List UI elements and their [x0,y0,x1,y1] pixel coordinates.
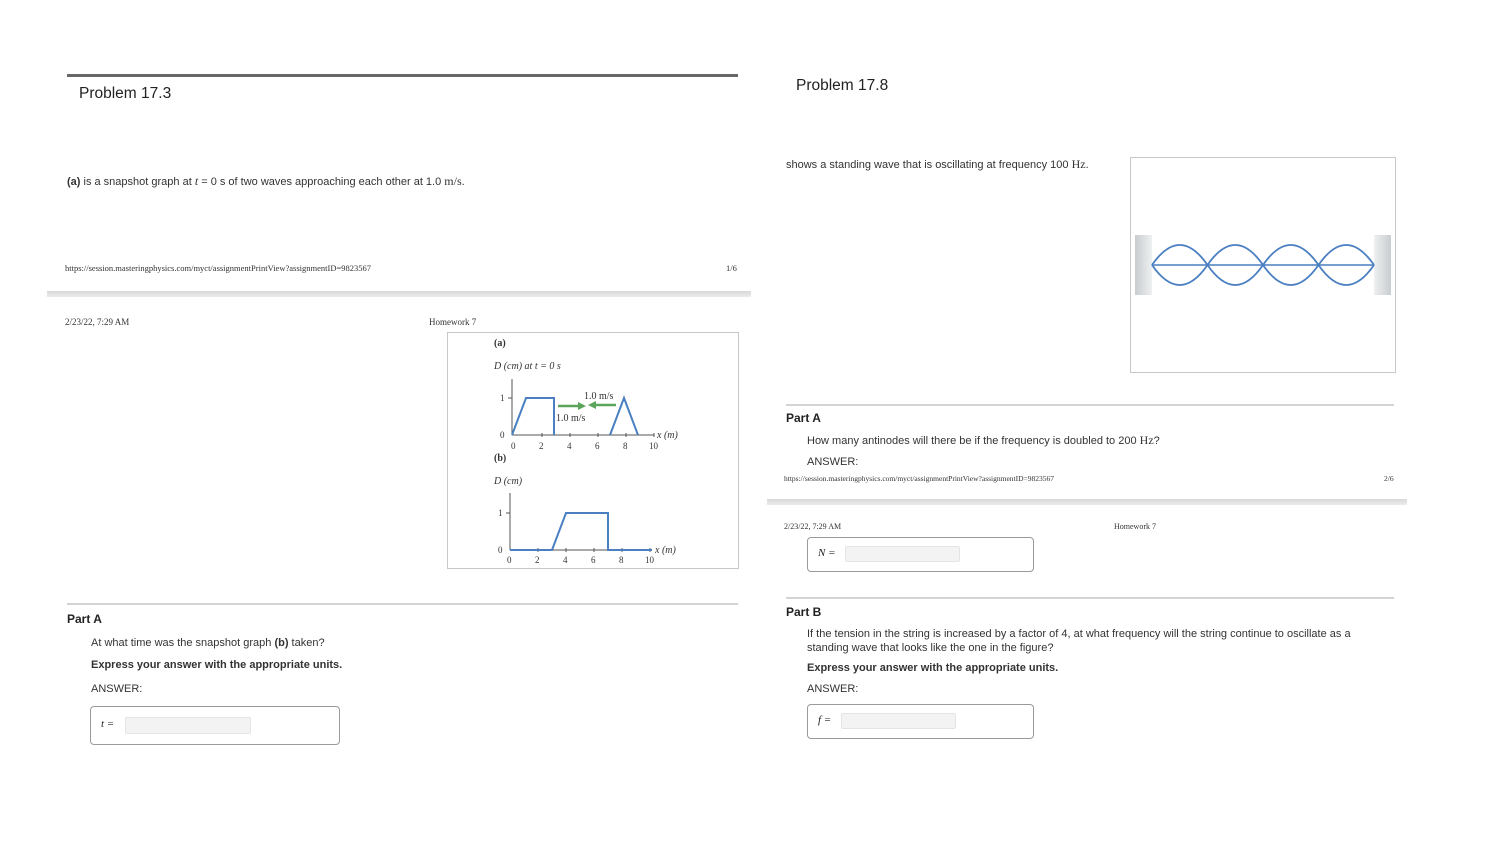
footer-url-2: https://session.masteringphysics.com/myct/assignmentPrintView?assignmentID=9823567 [784,474,1055,483]
panel-a-xtick-0: 0 [511,441,516,451]
title-rule [67,74,738,77]
part-a-label-2: Part A [786,411,821,425]
panel-b-ytick-label-0: 0 [498,545,503,555]
part-a-question [91,637,325,651]
part-b-answer-label: ANSWER: [807,683,859,695]
part-a-answer-box-2 [807,537,1034,572]
header-date: 2/23/22, 7:29 AM [65,317,130,327]
part-a-answer-box [90,706,340,745]
panel-a-xtick-4: 4 [567,441,572,451]
left-arrowhead [588,401,596,409]
panel-b-xlabel: x (m) [655,545,676,556]
intro-period-2: . [1085,159,1089,171]
panel-b-ylabel: D (cm) [494,476,523,487]
intro-variable: t [194,174,199,188]
answer-variable-f: f = [818,714,832,726]
frequency-answer-input[interactable] [841,713,956,729]
page-break [47,291,751,297]
header-title-2: Homework 7 [1114,522,1156,531]
footer-page-number: 1/6 [726,263,737,273]
panel-b-xtick-2: 2 [535,555,540,565]
left-clamp [1135,235,1152,295]
page-break-2 [767,499,1407,505]
footer-url: https://session.masteringphysics.com/myct/assignmentPrintView?assignmentID=9823567 [65,263,372,273]
answer-variable-n: N = [818,547,836,559]
time-answer-input[interactable] [125,717,251,734]
panel-b-ytick-label-1: 1 [498,508,503,518]
part-a-answer-label-2: ANSWER: [807,456,859,468]
panel-b-xtick-10: 10 [645,555,654,565]
antinode-question-end: ? [1153,435,1160,447]
part-a-question-figure: (b) [274,637,289,649]
part-b-answer-box [807,704,1034,739]
trapezoid-wave-a [512,398,554,435]
combined-wave-b [510,513,652,550]
intro-text-2: = 0 s of two waves approaching each other at 1.0 [198,176,445,188]
intro-text: is a snapshot graph at [80,176,195,188]
footer-page-number-2: 2/6 [1384,474,1394,483]
standing-wave-lower [1152,265,1374,285]
part-a-answer-label: ANSWER: [91,683,143,695]
header-title: Homework 7 [429,317,477,327]
intro-figure-label: (a) [67,176,81,188]
speed-label-left: 1.0 m/s [556,413,586,424]
intro-unit: m/s [444,174,462,188]
panel-a-xtick-10: 10 [649,441,658,451]
panel-a-ytick-label-1: 1 [500,393,505,403]
panel-a-xtick-6: 6 [595,441,600,451]
intro-unit-hz: Hz [1071,157,1086,171]
right-clamp [1374,235,1391,295]
right-arrowhead [578,402,586,410]
part-b-rule [786,597,1394,599]
header-date-2: 2/23/22, 7:29 AM [784,522,842,531]
panel-a-label: (a) [494,338,506,349]
panel-b-xtick-4: 4 [563,555,568,565]
panel-a-xtick-8: 8 [623,441,628,451]
panel-b-label: (b) [494,453,507,464]
problem-title-2: Problem 17.8 [796,77,889,94]
problem-title: Problem 17.3 [79,85,172,102]
part-a-rule [67,603,738,605]
standing-wave-figure [1130,157,1396,373]
problem-intro [67,174,465,189]
panel-a-ylabel: D (cm) at t = 0 s [494,361,561,372]
speed-label-right: 1.0 m/s [584,391,614,402]
standing-wave-svg [1131,158,1395,372]
triangle-wave-a [610,398,638,435]
panel-b-xtick-8: 8 [619,555,624,565]
part-b-label: Part B [786,605,822,619]
standing-wave-upper [1152,245,1374,265]
antinode-question-text: How many antinodes will there be if the frequency is doubled to 200 [807,435,1140,447]
panel-a-xtick-2: 2 [539,441,544,451]
panel-a-ytick-label-0: 0 [500,430,505,440]
intro-period: . [461,176,465,188]
part-a-rule-2 [786,404,1394,406]
intro-text-3: shows a standing wave that is oscillating at frequency 100 [786,159,1072,171]
snapshot-graph-figure [447,332,739,569]
problem-intro-2 [786,157,1089,172]
part-a-instruction: Express your answer with the appropriate units. [91,659,343,671]
part-a-question-end: taken? [288,637,325,649]
panel-b-xtick-0: 0 [507,555,512,565]
antinodes-answer-input[interactable] [845,546,960,562]
part-a-label: Part A [67,612,102,626]
antinode-question-unit: Hz [1139,433,1154,447]
snapshot-graph-svg [448,333,738,568]
panel-b-xtick-6: 6 [591,555,596,565]
part-a-question-2 [807,434,1160,449]
part-a-question-text: At what time was the snapshot graph [91,637,275,649]
answer-variable-t: t = [101,718,115,730]
part-b-instruction: Express your answer with the appropriate units. [807,662,1059,674]
panel-a-xlabel: x (m) [657,430,678,441]
part-b-question: If the tension in the string is increased by a factor of 4, at what frequency will the string continue to oscillate as a standing wave that looks like the one in the figure? [807,628,1351,654]
